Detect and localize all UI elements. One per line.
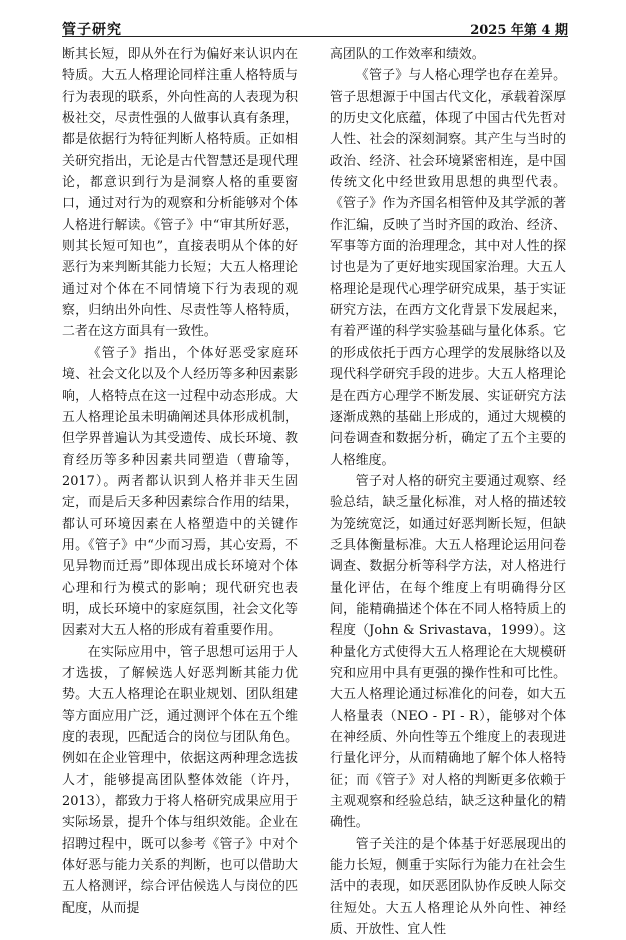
- paragraph: 《管子》指出，个体好恶受家庭环境、社会文化以及个人经历等多种因素影响，人格特点在这一过程中动态形成。大五人格理论虽未明确阐述具体形成机制，但学界普遍认为其受遗传、成长环境、教育经历等多种因素共同塑造（曹瑜等，2017）。两者都认识到人格并非天生固定，而是后天多种因素综合作用的结果，都认可环境因素在人格塑造中的关键作用。《管子》中“少而习焉，其心安焉，不见异物而迁焉”即体现出成长环境对个体心理和行为模式的影响；现代研究也表明，成长环境中的家庭氛围，社会文化等因素对大五人格的形成有着重要作用。: [62, 345, 298, 639]
- paragraph: 在实际应用中，管子思想可运用于人才选拔，了解候选人好恶判断其能力优势。大五人格理论在职业规划、团队组建等方面应用广泛，通过测评个体在五个维度的表现，匹配适合的岗位与团队角色。例如在企业管理中，依据这两种理念选拔人才，能够提高团队整体效能（许丹，2013），都致力于将人格研究成果应用于实际场景，提升个体与组织效能。企业在招聘过程中，既可以参考《管子》中对个体好恶与能力关系的判断，也可以借助大五人格测评，综合评估候选人与岗位的匹配度，从而提: [62, 644, 298, 916]
- right-column: [330, 44, 566, 938]
- header-rule: [62, 36, 568, 37]
- journal-name: 管子研究: [62, 22, 122, 38]
- paragraph: 高团队的工作效率和绩效。: [330, 47, 485, 62]
- issue-number: 2025 年第 4 期: [470, 23, 568, 38]
- paragraph: 断其长短，即从外在行为偏好来认识内在特质。大五人格理论同样注重人格特质与行为表现的联系，外向性高的人表现为积极社交，尽责性强的人做事认真有条理，都是依据行为特征判断人格特质。正如相关研究指出，无论是古代智慧还是现代理论，都意识到行为是洞察人格的重要窗口，通过对行为的观察和分析能够对个体人格进行解读。《管子》中“审其所好恶，则其长短可知也”，直接表明从个体的好恶行为来判断其能力长短；大五人格理论通过对个体在不同情境下行为表现的观察，归纳出外向性、尽责性等人格特质，二者在这方面具有一致性。: [62, 47, 298, 340]
- left-column: [62, 44, 298, 916]
- paragraph: 《管子》与人格心理学也存在差异。管子思想源于中国古代文化，承载着深厚的历史文化底蕴，体现了中国古代先哲对人性、社会的深刻洞察。其产生与当时的政治、经济、社会环境紧密相连，是中国传统文化中经世致用思想的典型代表。《管子》作为齐国名相管仲及其学派的著作汇编，反映了当时齐国的政治、经济、军事等方面的治理理念，其中对人性的探讨也是为了更好地实现国家治理。大五人格理论是现代心理学研究成果，基于实证研究方法，在西方文化背景下发展起来，有着严谨的科学实验基础与量化体系。它的形成依托于西方心理学的发展脉络以及现代科学研究手段的进步。大五人格理论是在西方心理学不断发展、实证研究方法逐渐成熟的基础上形成的，通过大规模的问卷调查和数据分析，确定了五个主要的人格维度。: [330, 68, 566, 468]
- paragraph: 管子对人格的研究主要通过观察、经验总结，缺乏量化标准，对人格的描述较为笼统宽泛，如通过好恶判断长短，但缺乏具体衡量标准。大五人格理论运用问卷调查、数据分析等科学方法，对人格进行量化评估，在每个维度上有明确得分区间，能精确描述个体在不同人格特质上的程度（John & Srivastava，1999）。这种量化方式使得大五人格理论在大规模研究和应用中具有更强的操作性和可比性。大五人格理论通过标准化的问卷，如大五人格量表（NEO - PI - R），能够对个体在神经质、外向性等五个维度上的表现进行量化评分，从而精确地了解个体人格特征；而《管子》对人格的判断更多依赖于主观观察和经验总结，缺乏这种量化的精确性。: [330, 473, 566, 831]
- paragraph: 管子关注的是个体基于好恶展现出的能力长短，侧重于实际行为能力在社会生活中的表现，如厌恶团队协作反映人际交往短处。大五人格理论从外向性、神经质、开放性、宜人性: [330, 836, 566, 938]
